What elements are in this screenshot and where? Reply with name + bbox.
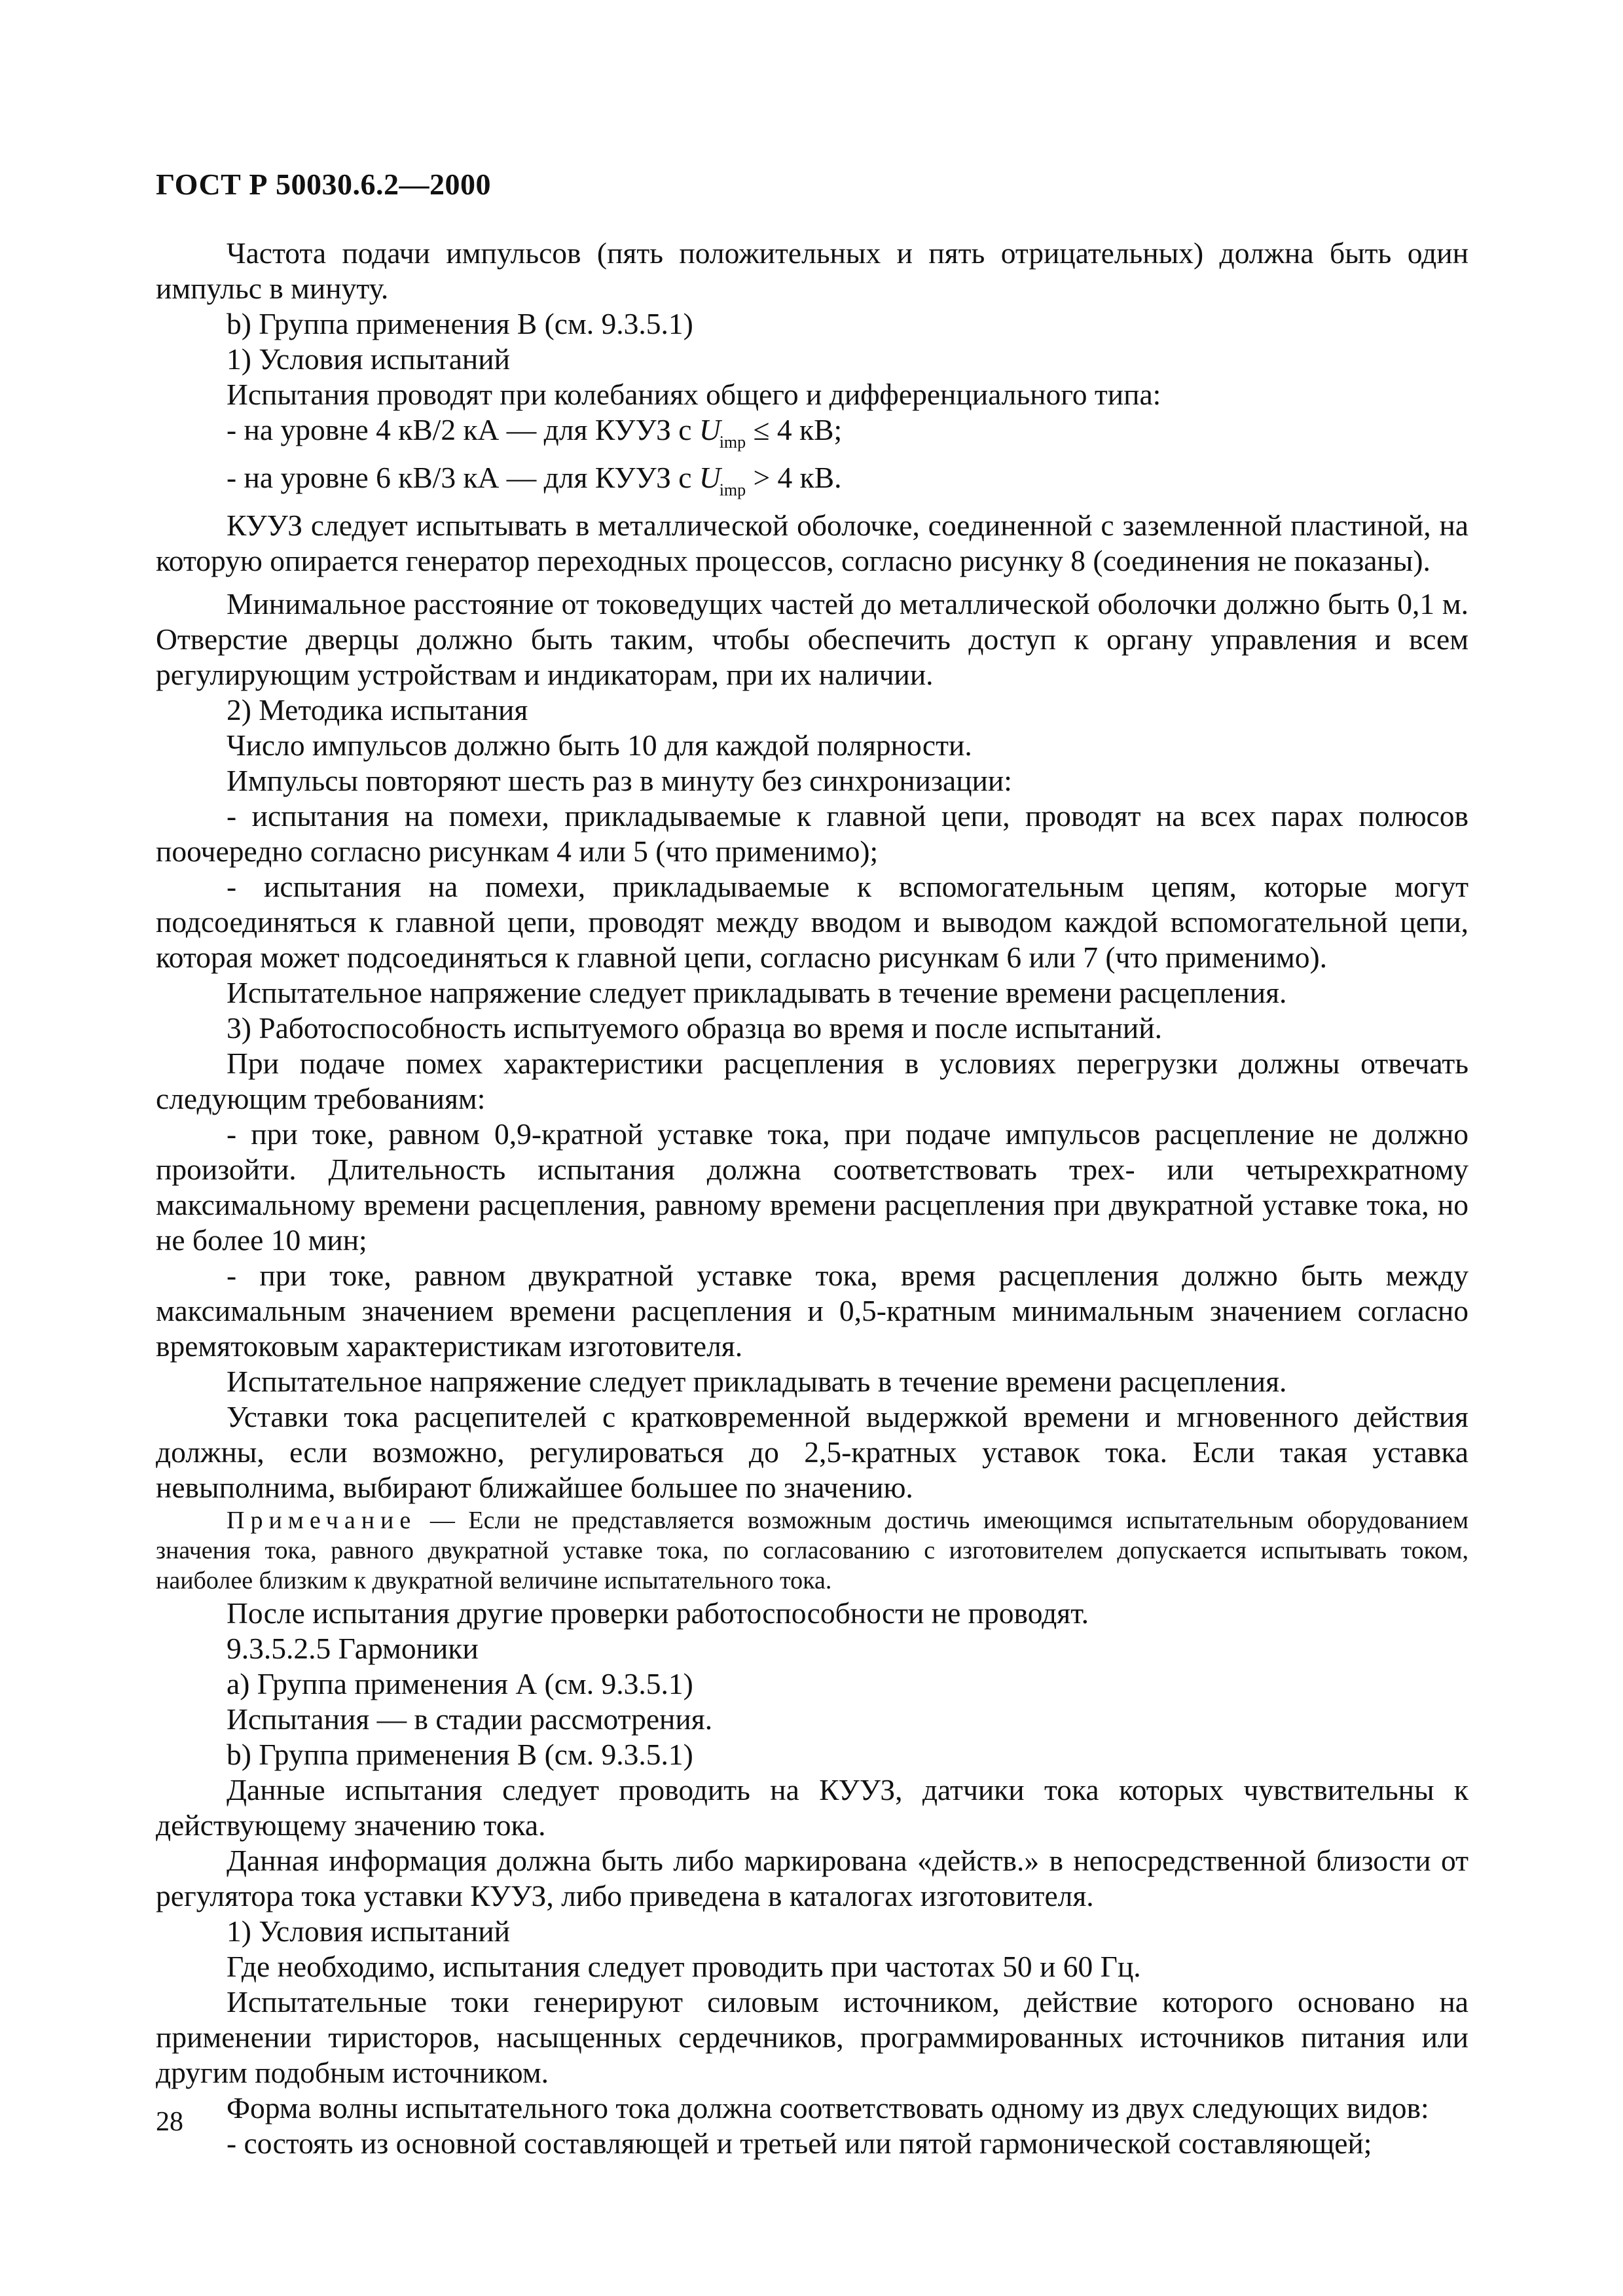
- paragraph: 2) Методика испытания: [227, 693, 528, 726]
- page-number: 28: [156, 2107, 183, 2137]
- text-run: ≤ 4 кВ;: [746, 413, 843, 446]
- paragraph: b) Группа применения В (см. 9.3.5.1): [227, 1738, 693, 1771]
- paragraph: - состоять из основной составляющей и третьей или пятой гармонической составляющей;: [227, 2126, 1372, 2160]
- voltage-subscript: imp: [719, 480, 746, 499]
- paragraph: а) Группа применения А (см. 9.3.5.1): [227, 1667, 693, 1700]
- paragraph: Форма волны испытательного тока должна соответствовать одному из двух следующих видов:: [227, 2091, 1429, 2125]
- paragraph: Импульсы повторяют шесть раз в минуту без синхронизации:: [227, 764, 1012, 797]
- voltage-subscript: imp: [719, 433, 746, 452]
- note: [156, 1505, 1468, 1596]
- paragraph: Испытательное напряжение следует прикладывать в течение времени расцепления.: [227, 976, 1287, 1009]
- text-run: > 4 кВ.: [746, 461, 842, 494]
- paragraph: Испытания проводят при колебаниях общего и дифференциального типа:: [227, 378, 1161, 411]
- text-run: - на уровне 4 кВ/2 кА — для КУУЗ с: [227, 413, 699, 446]
- text-run: - на уровне 6 кВ/3 кА — для КУУЗ с: [227, 461, 699, 494]
- paragraph: Испытательное напряжение следует прикладывать в течение времени расцепления.: [227, 1365, 1287, 1398]
- paragraph: - при токе, равном двукратной уставке тока, время расцепления должно быть между максимальным значением времени расцепления и 0,5-кратным минимальным значением согласно времятоковым характеристикам изготовителя.: [156, 1259, 1468, 1363]
- voltage-symbol: U: [699, 461, 721, 494]
- paragraph: b) Группа применения В (см. 9.3.5.1): [227, 307, 693, 340]
- paragraph: [156, 412, 1468, 460]
- paragraph: Где необходимо, испытания следует проводить при частотах 50 и 60 Гц.: [227, 1950, 1141, 1983]
- paragraph: Данная информация должна быть либо маркирована «действ.» в непосредственной близости от регулятора тока уставки КУУЗ, либо приведена в каталогах изготовителя.: [156, 1844, 1468, 1912]
- section-heading: 9.3.5.2.5 Гармоники: [227, 1632, 479, 1665]
- paragraph: При подаче помех характеристики расцепления в условиях перегрузки должны отвечать следующим требованиям:: [156, 1047, 1468, 1115]
- paragraph: КУУЗ следует испытывать в металлической оболочке, соединенной с заземленной пластиной, на которую опирается генератор переходных процессов, согласно рисунку 8 (соединения не показаны).: [156, 509, 1468, 577]
- paragraph: Испытания — в стадии рассмотрения.: [227, 1702, 713, 1736]
- paragraph: Уставки тока расцепителей с кратковременной выдержкой времени и мгновенного действия должны, если возможно, регулироваться до 2,5-кратных уставок тока. Если такая уставка невыполнима, выбирают ближайшее большее по значению.: [156, 1400, 1468, 1504]
- paragraph: Частота подачи импульсов (пять положительных и пять отрицательных) должна быть один импульс в минуту.: [156, 236, 1468, 305]
- paragraph: Данные испытания следует проводить на КУУЗ, датчики тока которых чувствительны к действующему значению тока.: [156, 1773, 1468, 1842]
- voltage-symbol: U: [699, 413, 721, 446]
- paragraph: Испытательные токи генерируют силовым источником, действие которого основано на применении тиристоров, насыщенных сердечников, программированных источников питания или другим подобным источником.: [156, 1985, 1468, 2089]
- paragraph: - испытания на помехи, прикладываемые к главной цепи, проводят на всех парах полюсов поочередно согласно рисункам 4 или 5 (что применимо);: [156, 799, 1468, 868]
- paragraph: 1) Условия испытаний: [227, 342, 510, 376]
- paragraph: 1) Условия испытаний: [227, 1914, 510, 1948]
- paragraph: После испытания другие проверки работоспособности не проводят.: [227, 1596, 1089, 1630]
- paragraph: - испытания на помехи, прикладываемые к вспомогательным цепям, которые могут подсоединяться к главной цепи, проводят между вводом и выводом каждой вспомогательной цепи, которая может подсоединяться к главной цепи, согласно рисункам 6 или 7 (что применимо).: [156, 870, 1468, 974]
- paragraph: Минимальное расстояние от токоведущих частей до металлической оболочки должно быть 0,1 м. Отверстие дверцы должно быть таким, чтобы обеспечить доступ к органу управления и всем регулирующим устройствам и индикаторам, при их наличии.: [156, 587, 1468, 691]
- document-body: [156, 236, 1468, 2161]
- document-header: ГОСТ Р 50030.6.2—2000: [156, 168, 491, 201]
- note-text: — Если не представляется возможным достичь имеющимся испытательным оборудованием значения тока, равного двукратной уставке тока, по согласованию с изготовителем допускается испытывать током, наиболее близким к двукратной величине испытательного тока.: [156, 1507, 1468, 1594]
- paragraph: - при токе, равном 0,9-кратной уставке тока, при подаче импульсов расцепление не должно произойти. Длительность испытания должна соответствовать трех- или четырехкратному максимальному времени расцепления, равному времени расцепления при двукратной уставке тока, но не более 10 мин;: [156, 1117, 1468, 1257]
- paragraph: Число импульсов должно быть 10 для каждой полярности.: [227, 728, 972, 762]
- paragraph: [156, 460, 1468, 508]
- paragraph: 3) Работоспособность испытуемого образца во время и после испытаний.: [227, 1011, 1163, 1045]
- note-label: Примечание: [227, 1507, 417, 1534]
